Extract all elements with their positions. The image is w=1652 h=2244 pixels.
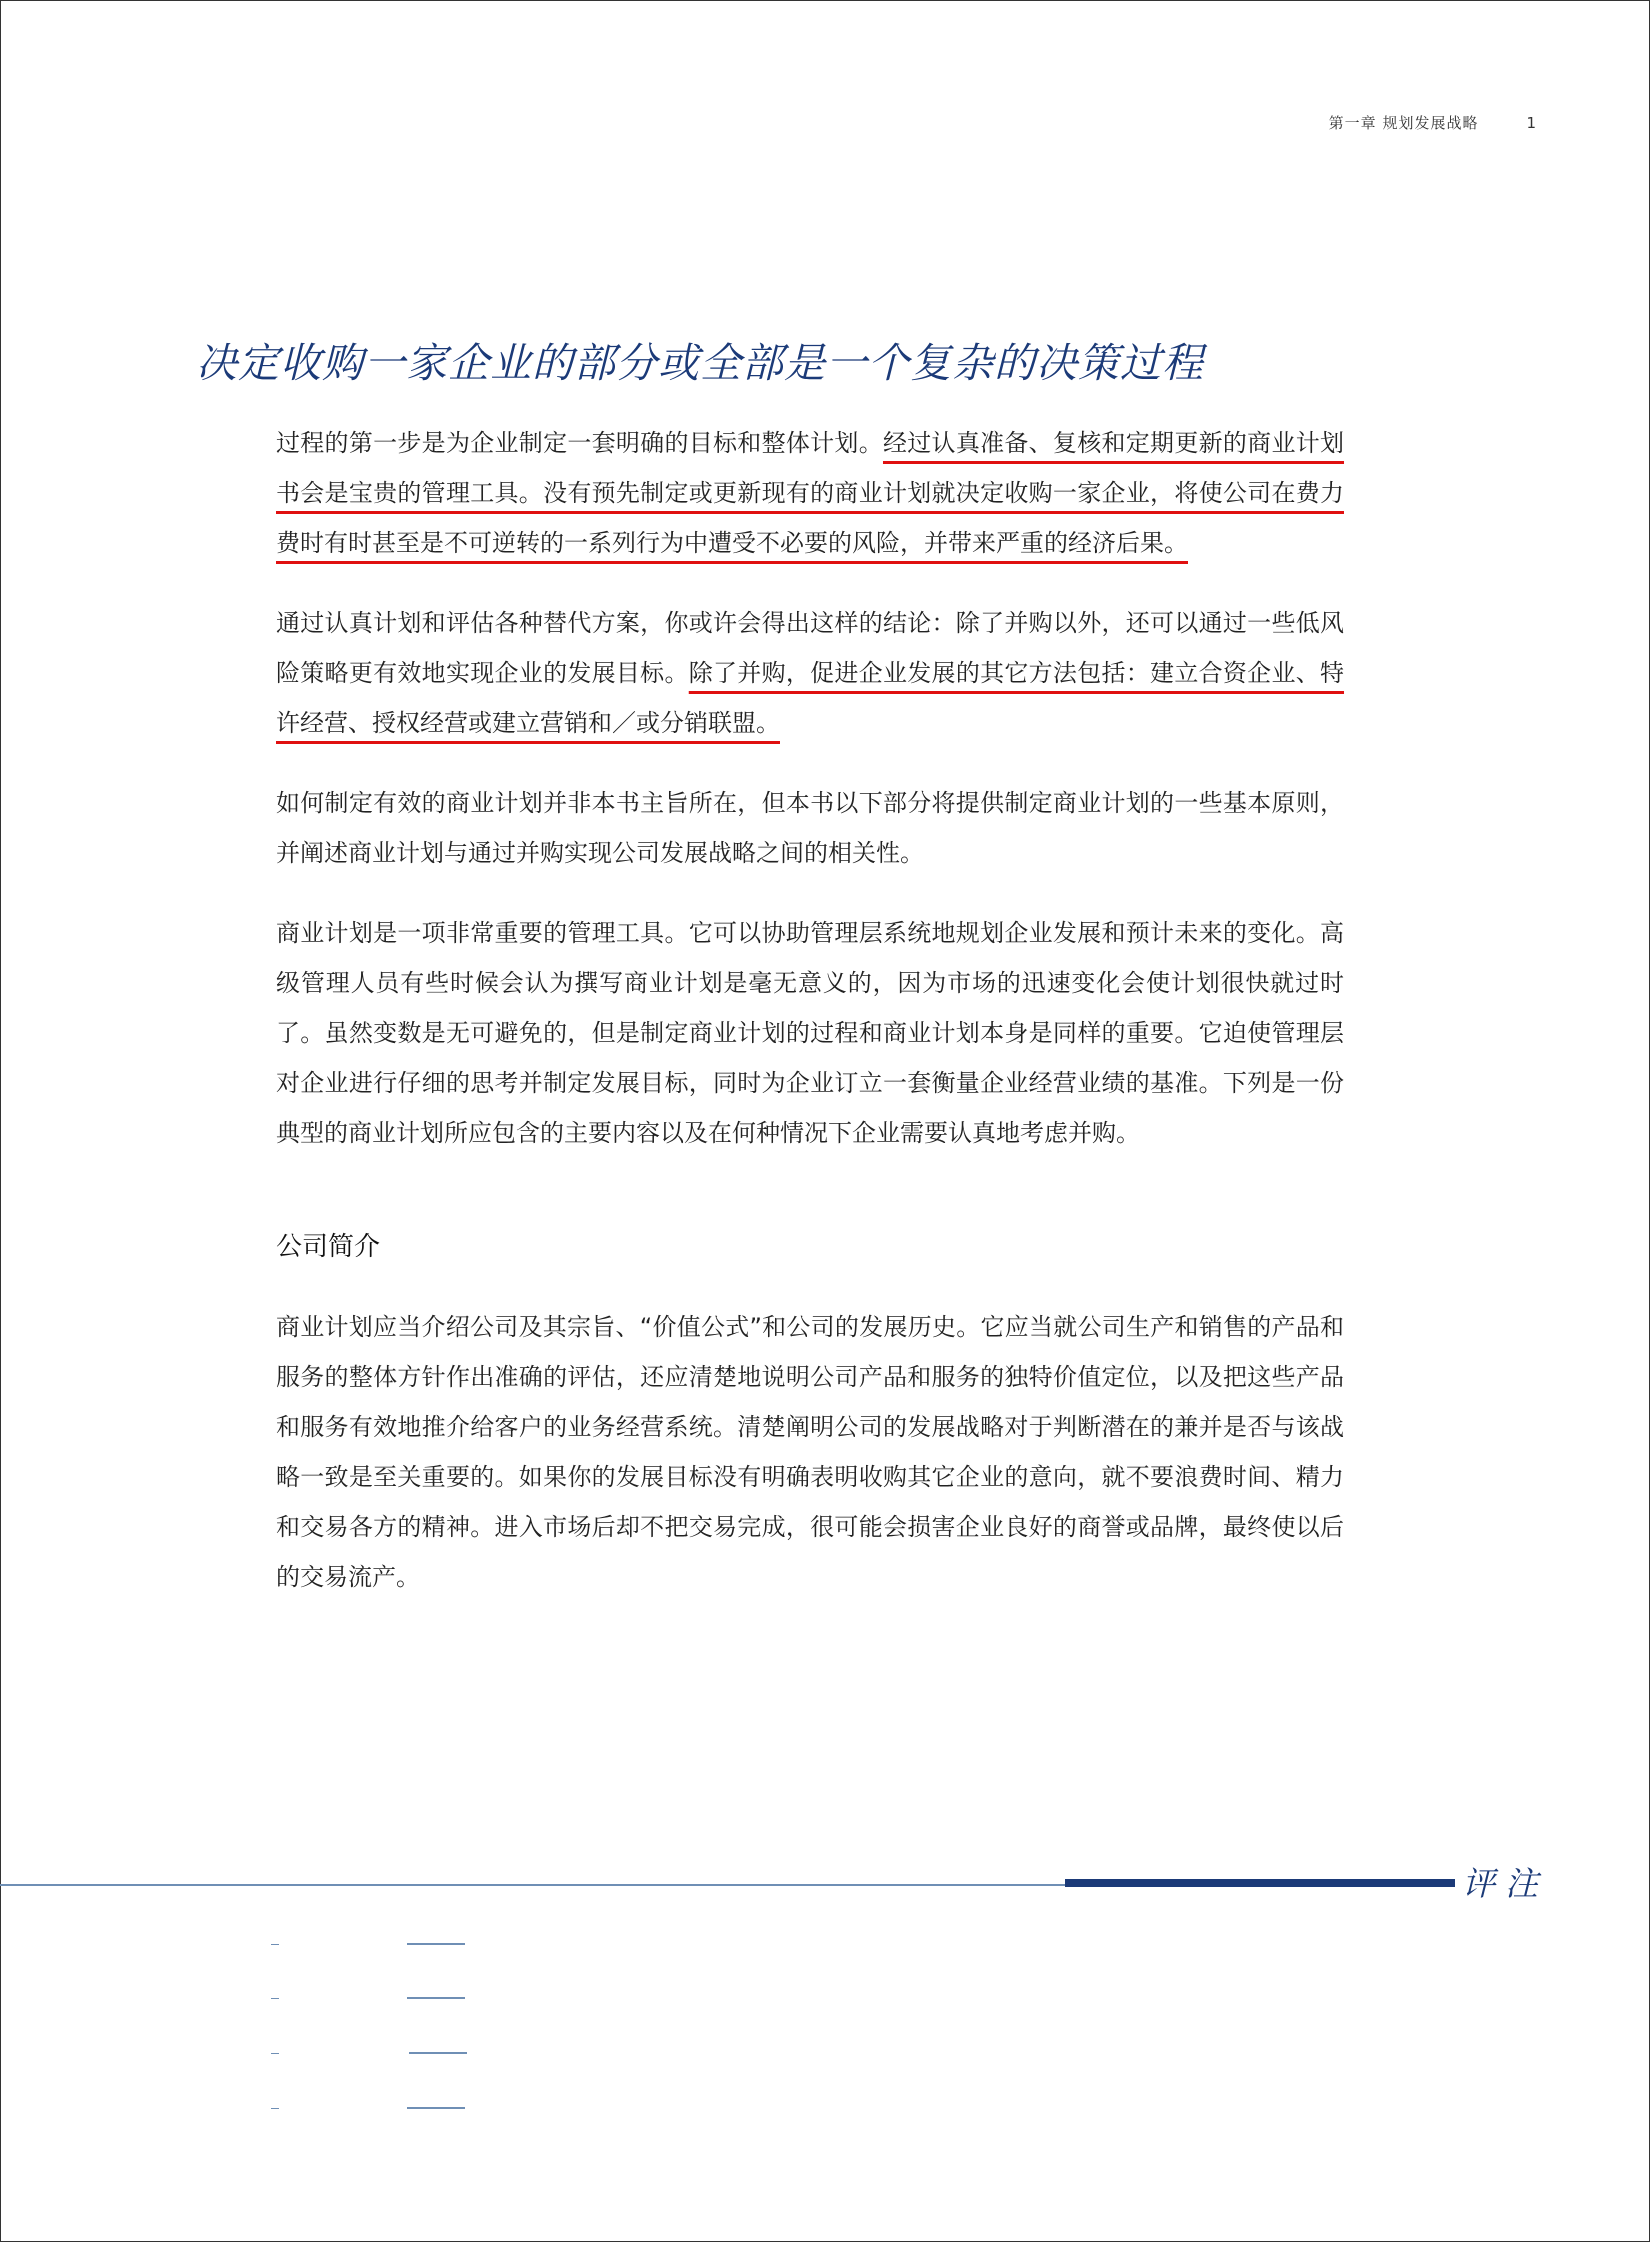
- paragraph-2: [276, 598, 1344, 748]
- page-number: 1: [1526, 113, 1537, 132]
- notes-label: 评注: [1462, 1864, 1548, 1903]
- body-text: [276, 418, 1344, 1632]
- note-line: [407, 1943, 465, 1945]
- note-dash: [271, 1998, 279, 1999]
- note-line: [407, 1997, 465, 1999]
- paragraph-5: 商业计划应当介绍公司及其宗旨、“价值公式”和公司的发展历史。它应当就公司生产和销售的产品和服务的整体方针作出准确的评估，还应清楚地说明公司产品和服务的独特价值定位，以及把这些产品和服务有效地推介给客户的业务经营系统。清楚阐明公司的发展战略对于判断潜在的兼并是否与该战略一致是至关重要的。如果你的发展目标没有明确表明收购其它企业的意向，就不要浪费时间、精力和交易各方的精神。进入市场后却不把交易完成，很可能会损害企业良好的商誉或品牌，最终使以后的交易流产。: [276, 1313, 1344, 1591]
- paragraph-1: [276, 418, 1344, 568]
- paragraph-2-highlight: 除了并购，促进企业发展的其它方法包括：建立合资企业、特许经营、授权经营或建立营销和／或分销联盟。: [276, 659, 1345, 737]
- notes-bar: [1065, 1879, 1455, 1887]
- page-title: 决定收购一家企业的部分或全部是一个复杂的决策过程: [196, 339, 1204, 387]
- paragraph-1-text: 过程的第一步是为企业制定一套明确的目标和整体计划。: [276, 429, 883, 457]
- paragraph-1-highlight: 经过认真准备、复核和定期更新的商业计划书会是宝贵的管理工具。没有预先制定或更新现有的商业计划就决定收购一家企业，将使公司在费力费时有时甚至是不可逆转的一系列行为中遭受不必要的风险，并带来严重的经济后果。: [276, 429, 1345, 557]
- note-line: [409, 2052, 467, 2054]
- notes-rule: [0, 1884, 1065, 1886]
- note-dash: [271, 2108, 279, 2109]
- paragraph-2-text: 通过认真计划和评估各种替代方案，你或许会得出这样的结论：除了并购以外，还可以通过一些低风险策略更有效地实现企业的发展目标。: [276, 609, 1344, 687]
- note-line: [407, 2107, 465, 2109]
- running-header: [1329, 112, 1537, 133]
- paragraph-3: 如何制定有效的商业计划并非本书主旨所在，但本书以下部分将提供制定商业计划的一些基本原则，并阐述商业计划与通过并购实现公司发展战略之间的相关性。: [276, 789, 1344, 867]
- note-dash: [271, 1944, 279, 1945]
- paragraph-4: 商业计划是一项非常重要的管理工具。它可以协助管理层系统地规划企业发展和预计未来的变化。高级管理人员有些时候会认为撰写商业计划是毫无意义的，因为市场的迅速变化会使计划很快就过时了。虽然变数是无可避免的，但是制定商业计划的过程和商业计划本身是同样的重要。它迫使管理层对企业进行仔细的思考并制定发展目标，同时为企业订立一套衡量企业经营业绩的基准。下列是一份典型的商业计划所应包含的主要内容以及在何种情况下企业需要认真地考虑并购。: [276, 919, 1344, 1147]
- section-heading: 公司简介: [276, 1232, 381, 1262]
- chapter-label: 第一章 规划发展战略: [1328, 114, 1479, 132]
- note-dash: [271, 2053, 279, 2054]
